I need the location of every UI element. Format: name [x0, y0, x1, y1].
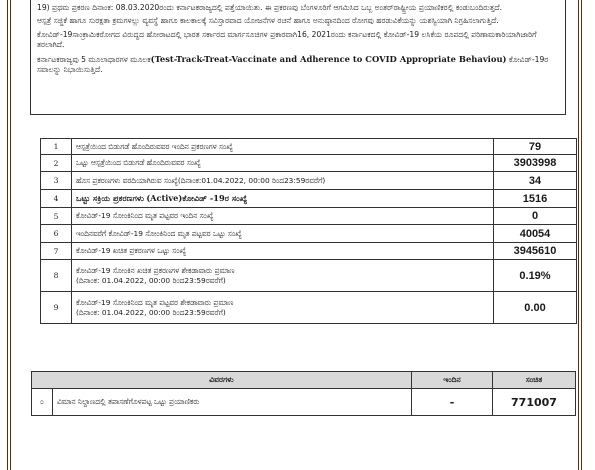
- row-label-line-1: ಕೋವಿಡ್-19 ಸೋಂಕಿನ ಖಚಿತ ಪ್ರಕರಣಗಳ ಶೇಕಡಾವಾರು ಪ್ರಮಾಣ: [76, 265, 235, 275]
- row-number: 9: [41, 292, 72, 324]
- intro-paragraph-4-prefix: ಕರ್ನಾಟಕರಾಜ್ಯವು 5 ಮೂಲಾಧಾರಗಳ ಮೂಲಕ: [37, 54, 151, 64]
- intro-text-box: [30, 0, 566, 115]
- row-label: [72, 190, 494, 208]
- row-today-value: -: [412, 389, 493, 416]
- intro-paragraph-2: ಆಸ್ಪತ್ರೆ ಸಜ್ಜಿಕೆ ಹಾಗೂ ಸುರಕ್ಷತಾ ಕ್ರಮಗಳಲ್ಲು ವ್ಯವಸ್ಥೆ ಹಾಗೂ ಕಾಲಕಾಲಕ್ಕೆ ಸವಿಸ್ತಾರವಾದ ಯೋಜನೆಗಳ ರಚನೆ ಹಾಗೂ ಅನುಷ್ಠಾನದಿಂದ ರೋಗವು ಹರಡುವಿಕೆಯನ್ನು ಯಶಸ್ವಿಯಾಗಿ ನಿಗ್ರಹಿಸಲಾಗುತ್ತಿದೆ.: [37, 16, 499, 26]
- row-value: 3903998: [494, 155, 577, 172]
- covid-stats-table: [40, 138, 577, 324]
- table-row: [41, 243, 577, 260]
- page-border-right-outer: [581, 0, 582, 470]
- page-border-right-inner: [578, 0, 579, 470]
- row-label-english: (Active): [146, 193, 183, 203]
- row-cumulative-value: 771007: [493, 389, 576, 416]
- header-today: ಇಂದಿನ: [412, 372, 493, 389]
- row-number: ೦: [32, 389, 53, 416]
- intro-paragraph-4-suffix: ಕೋವಿಡ್-19ರ ಸವಾಲನ್ನು ನಿಭಾಯಿಸುತ್ತಿದೆ.: [37, 54, 549, 75]
- row-label-line-2: (ದಿನಾಂಕ: 01.04.2022, 00:00 ರಿಂದ23:59ರವರೆಗೆ): [76, 275, 226, 285]
- row-number: 4: [41, 190, 72, 208]
- row-number: 1: [41, 139, 72, 155]
- table-row: [41, 139, 577, 155]
- row-number: 7: [41, 243, 72, 260]
- row-number: 8: [41, 260, 72, 292]
- intro-paragraph-3: ಕೋವಿಡ್-19ಸಾಂಕ್ರಾಮಿಕರೋಗದ ವಿರುದ್ಧದ ಹೋರಾಟದಲ್ಲಿ ಭಾರತ ಸರ್ಕಾರದ ಮಾರ್ಗಸೂಚಿಗಳ ಪ್ರಕಾರವಾಗಿ16, 2021ರಂದು ಕರ್ನಾಟಕದಲ್ಲಿ ಕೋವಿಡ್-19 ಲಸಿಕೆಯ ರೂಪದಲ್ಲಿ ಪರಿಣಾಮಕಾರಿಯಾಗಿಜಾರಿಗೆ ತರಲಾಗಿದೆ.: [37, 29, 537, 50]
- airport-screening-table: [31, 371, 576, 416]
- page-border-left-outer: [7, 0, 8, 470]
- row-label-suffix: ಕೋವಿಡ್ -19ರ ಸಂಖ್ಯೆ: [182, 193, 248, 203]
- row-number: 2: [41, 155, 72, 172]
- intro-paragraph-4-english: (Test-Track-Treat-Vaccinate and Adherence to COVID Appropriate Behaviou): [150, 53, 507, 64]
- row-label: ಒಟ್ಟು ಆಸ್ಪತ್ರೆಯಿಂದ ಬಿಡುಗಡೆ ಹೊಂದಿರುವವರ ಸಂಖ್ಯೆ: [72, 155, 494, 172]
- table-row: [41, 225, 577, 243]
- row-value: 40054: [494, 225, 577, 243]
- row-label: ಇಂದಿನವರೆಗೆ ಕೋವಿಡ್-19 ಸೋಂಕಿನಿಂದ ಮೃತ ಪಟ್ಟವರ ಒಟ್ಟು ಸಂಖ್ಯೆ: [72, 225, 494, 243]
- row-label-prefix: ಒಟ್ಟು ಸಕ್ರಿಯ ಪ್ರಕರಣಗಳು: [76, 193, 144, 203]
- table-row: [41, 155, 577, 172]
- intro-paragraph-1: 19) ಪ್ರಥಮ ಪ್ರಕರಣ ದಿನಾಂಕ: 08.03.2020ರಂದು ಕರ್ನಾಟಕರಾಜ್ಯದಲ್ಲಿ ಪತ್ತೆಯಾಯಿತು. ಈ ಪ್ರಕರಣವು ಬೆಂಗಳೂರಿಗೆ ಆಗಮಿಸಿದ ಒಬ್ಬ ಅಂತರ್‌ರಾಷ್ಟ್ರೀಯ ಪ್ರಯಾಣಿಕರಲ್ಲಿ ಕಂಡುಬಂದಿರುತ್ತದೆ.: [37, 3, 503, 12]
- table-row: [41, 260, 577, 292]
- row-label: ವಿಮಾನ ನಿಲ್ದಾಣದಲ್ಲಿ ತಪಾಸಣೆಗೊಳಪಟ್ಟ ಒಟ್ಟು ಪ್ರಯಾಣಿಕರು: [53, 389, 412, 416]
- table-row: [41, 208, 577, 225]
- row-value: 0.19%: [494, 260, 577, 292]
- row-value: 3945610: [494, 243, 577, 260]
- row-value: 79: [494, 139, 577, 155]
- table-row: [32, 389, 576, 416]
- row-label: ಆಸ್ಪತ್ರೆಯಿಂದ ಬಿಡುಗಡೆ ಹೊಂದಿರುವವರ ಇಂದಿನ ಪ್ರಕರಣಗಳ ಸಂಖ್ಯೆ: [72, 139, 494, 155]
- row-label: [72, 260, 494, 292]
- row-label: ಕೋವಿಡ್-19 ಸೋಂಕಿನಿಂದ ಮೃತ ಪಟ್ಟವರ ಇಂದಿನ ಸಂಖ್ಯೆ: [72, 208, 494, 225]
- row-value: 34: [494, 172, 577, 190]
- row-number: 6: [41, 225, 72, 243]
- table-row: [41, 190, 577, 208]
- header-details: ವಿವರಗಳು: [32, 372, 412, 389]
- row-number: 5: [41, 208, 72, 225]
- row-value: 1516: [494, 190, 577, 208]
- table-header-row: [32, 372, 576, 389]
- row-label: ಕೋವಿಡ್-19 ಖಚಿತ ಪ್ರಕರಣಗಳ ಒಟ್ಟು ಸಂಖ್ಯೆ: [72, 243, 494, 260]
- row-label: [72, 292, 494, 324]
- table-row: [41, 172, 577, 190]
- intro-paragraph-4: [37, 54, 561, 76]
- row-value: 0.00: [494, 292, 577, 324]
- row-value: 0: [494, 208, 577, 225]
- header-cumulative: ಸಂಚಿತ: [493, 372, 576, 389]
- table-row: [41, 292, 577, 324]
- row-label-line-1: ಕೋವಿಡ್-19 ಸೋಂಕಿನಿಂದ ಮೃತ ಪಟ್ಟವರ ಶೇಕಡಾವಾರು ಪ್ರಮಾಣ: [76, 297, 234, 307]
- row-label: ಹೊಸ ಪ್ರಕರಣಗಳು ವರದಿಯಾಗಿರುವ ಸಂಖ್ಯೆ(ದಿನಾಂಕ:01.04.2022, 00:00 ರಿಂದ23:59ರವರೆಗೆ): [72, 172, 494, 190]
- row-label-line-2: (ದಿನಾಂಕ: 01.04.2022, 00:00 ರಿಂದ23:59ರವರೆಗೆ): [76, 307, 226, 317]
- page-border-left-inner: [10, 0, 11, 470]
- row-number: 3: [41, 172, 72, 190]
